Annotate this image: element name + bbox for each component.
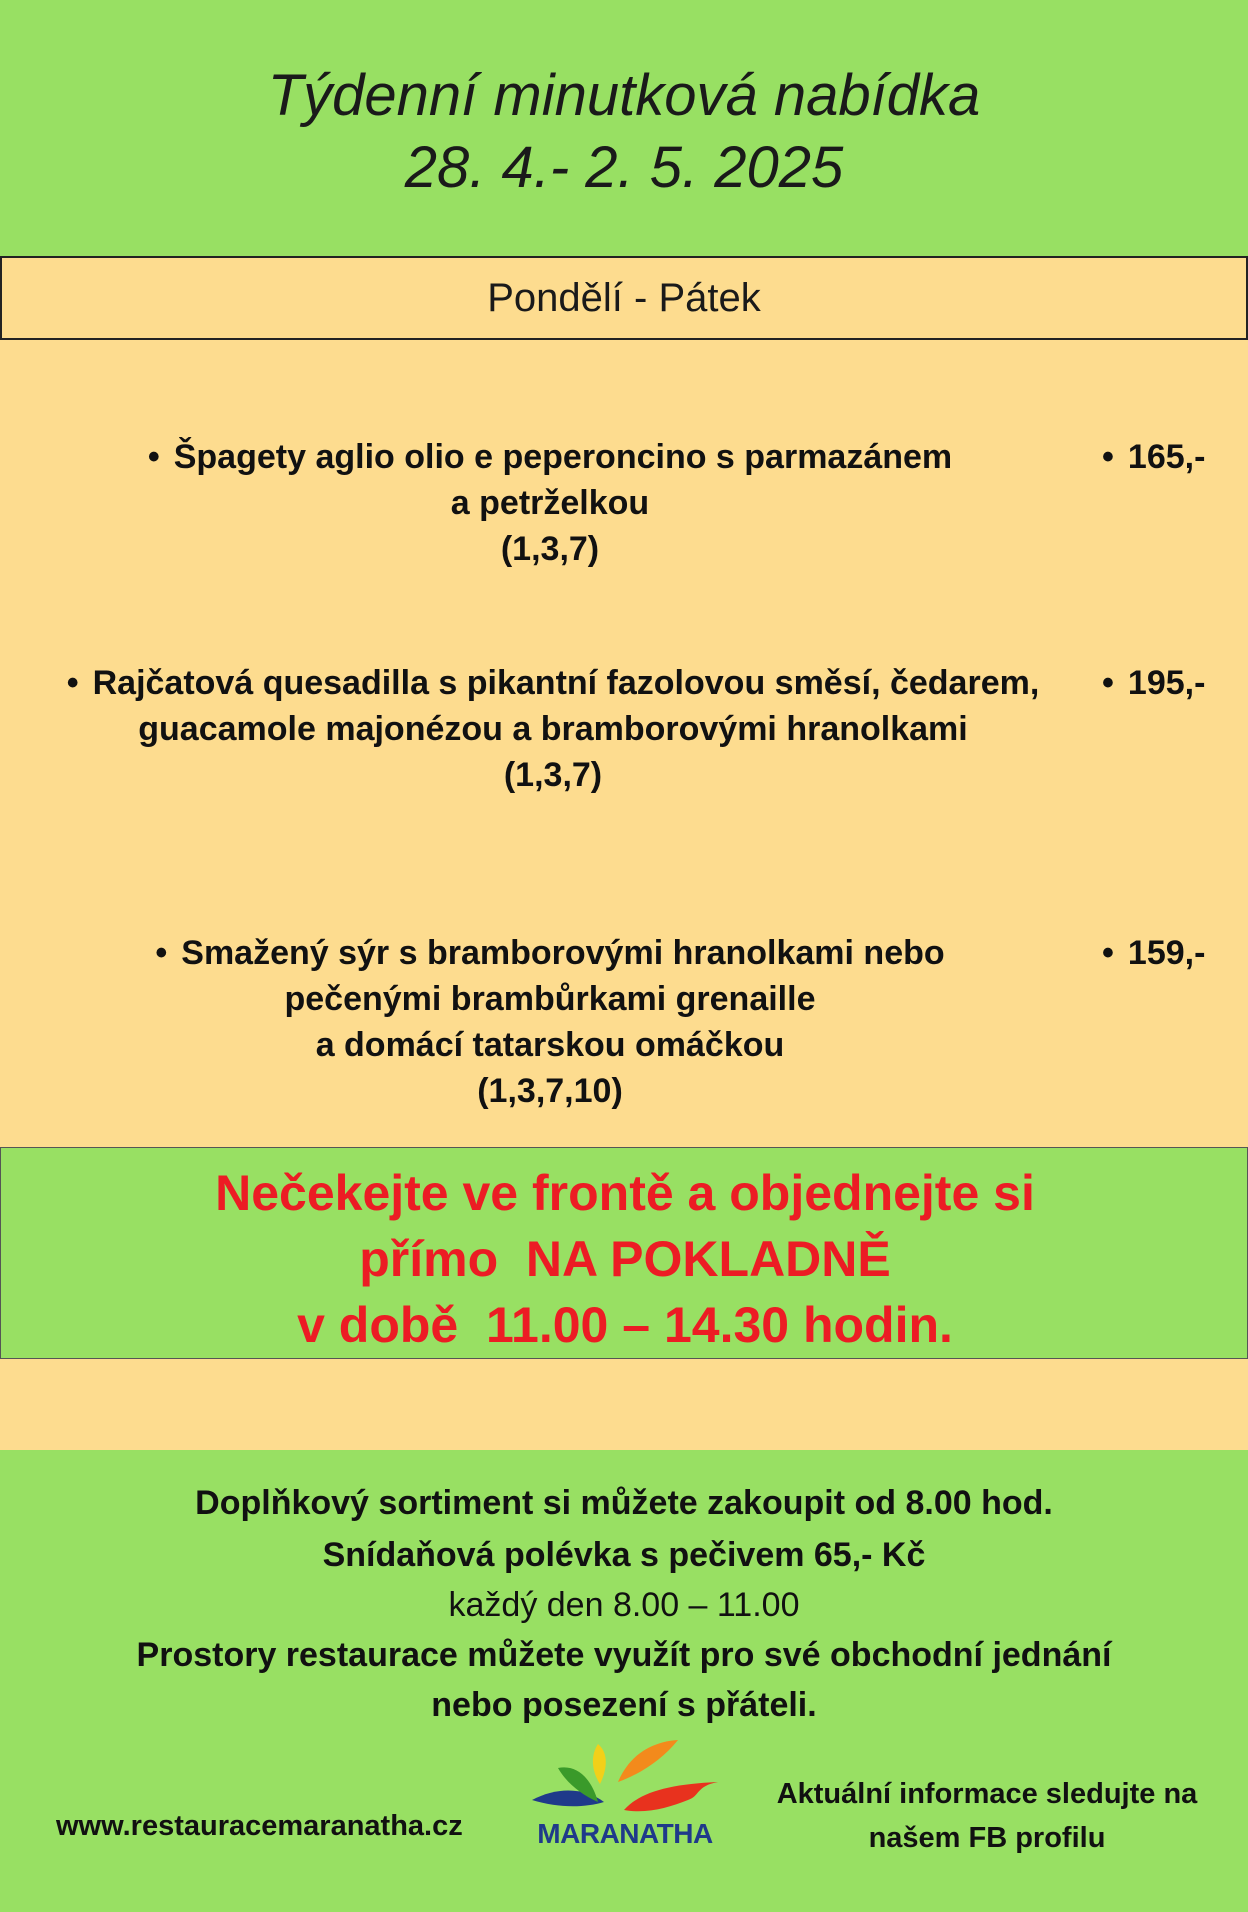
website-link[interactable]: www.restauracemaranatha.cz [56, 1810, 463, 1842]
logo-text: MARANATHA [537, 1818, 713, 1849]
footer-line-3: každý den 8.00 – 11.00 [448, 1586, 800, 1624]
allergens: (1,3,7) [500, 530, 600, 568]
bullet: • [155, 934, 168, 972]
fb-line-1: Aktuální informace sledujte na [776, 1778, 1198, 1810]
price-3: • 159,- [1102, 934, 1206, 972]
header-band [0, 0, 1248, 256]
menu-item-3-line-1: • Smažený sýr s bramborovými hranolkami nebo [155, 934, 945, 972]
page-title: Týdenní minutková nabídka [267, 63, 981, 128]
fb-info [752, 1772, 1222, 1860]
menu-item-2 [6, 660, 1100, 798]
price-1: • 165,- [1102, 438, 1206, 476]
menu-item-2-line-2: guacamole majonézou a bramborovými hranolkami [138, 710, 968, 748]
menu-item-3-line-3: a domácí tatarskou omáčkou [315, 1026, 785, 1064]
price-2: • 195,- [1102, 664, 1206, 702]
logo-orange-leaf [618, 1740, 678, 1782]
bullet: • [147, 438, 160, 476]
promo-box [0, 1147, 1248, 1359]
menu-item-1 [100, 434, 1000, 572]
menu-item-3 [100, 930, 1000, 1114]
promo-line-1: Nečekejte ve frontě a objednejte si [215, 1165, 1035, 1221]
promo-line-3: v době 11.00 – 14.30 hodin. [297, 1297, 953, 1353]
footer-line-2: Snídaňová polévka s pečivem 65,- Kč [322, 1536, 926, 1574]
footer-line-4: Prostory restaurace můžete využít pro své obchodní jednání [136, 1636, 1112, 1674]
menu-item-2-line-1: • Rajčatová quesadilla s pikantní fazolovou směsí, čedarem, [66, 664, 1040, 702]
menu-item-1-line-2: a petrželkou [450, 484, 650, 522]
logo-yellow-leaf [593, 1744, 606, 1784]
footer-line-1: Doplňkový sortiment si můžete zakoupit od 8.00 hod. [195, 1484, 1053, 1522]
logo-red-leaf [624, 1782, 718, 1811]
menu-item-3-line-2: pečenými brambůrkami grenaille [284, 980, 816, 1018]
menu-item-1-line-1: • Špagety aglio olio e peperoncino s parmazánem [147, 438, 953, 476]
bullet: • [66, 664, 79, 702]
promo-line-2: přímo NA POKLADNĚ [359, 1231, 891, 1287]
fb-line-2: našem FB profilu [868, 1822, 1106, 1854]
allergens: (1,3,7,10) [477, 1072, 623, 1110]
days-bar: Pondělí - Pátek [0, 256, 1248, 340]
footer-line-5: nebo posezení s přáteli. [431, 1686, 817, 1724]
allergens: (1,3,7) [503, 756, 603, 794]
date-range: 28. 4.- 2. 5. 2025 [404, 135, 844, 200]
